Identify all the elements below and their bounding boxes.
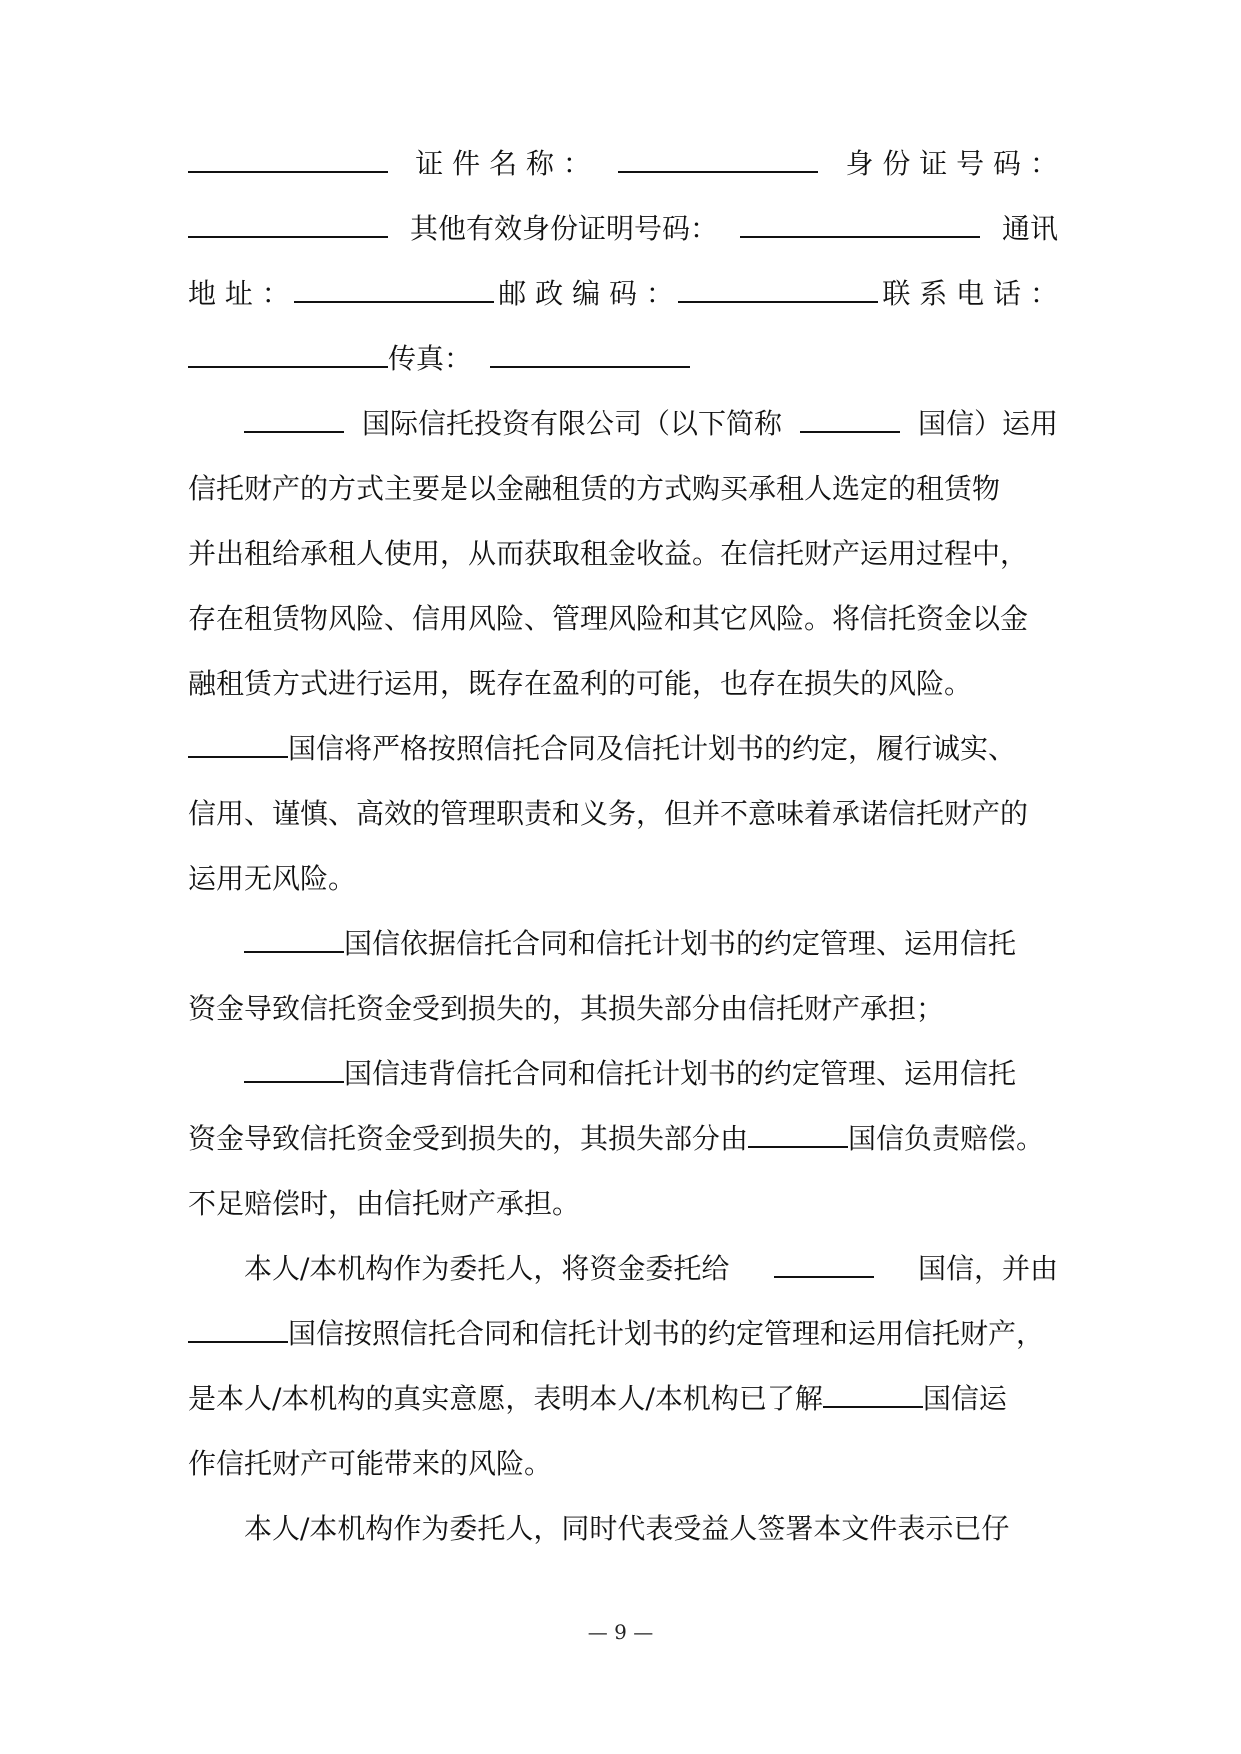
form-line-4 <box>188 326 1058 391</box>
paragraph-text: 资金导致信托资金受到损失的，其损失部分由 <box>188 1122 749 1155</box>
address-label-part2: 地 址 ： <box>188 277 290 310</box>
blank-field <box>188 728 288 758</box>
paragraph-line <box>188 1496 1058 1561</box>
paragraph-line <box>188 716 1058 781</box>
blank-field <box>774 1248 874 1278</box>
blank-field <box>244 923 344 953</box>
blank-field <box>244 1053 344 1083</box>
blank-field <box>618 143 818 173</box>
paragraph-line <box>188 846 1058 911</box>
paragraph-line <box>188 1301 1058 1366</box>
paragraph-text: 国际信托投资有限公司（以下简称 <box>361 407 782 440</box>
form-line-1 <box>188 131 1058 196</box>
paragraph-text: 作信托财产可能带来的风险。 <box>188 1447 553 1480</box>
paragraph-text: 本人/本机构作为委托人，将资金委托给 <box>244 1252 730 1285</box>
form-line-3 <box>188 261 1058 326</box>
blank-field <box>294 273 494 303</box>
paragraph-line <box>188 1106 1058 1171</box>
other-id-label: 其他有效身份证明号码： <box>409 212 718 245</box>
paragraph-line <box>188 391 1058 456</box>
paragraph-text: 运用无风险。 <box>188 862 357 895</box>
paragraph-line <box>188 781 1058 846</box>
paragraph-text: 国信将严格按照信托合同及信托计划书的约定，履行诚实、 <box>288 732 1017 765</box>
paragraph-text: 资金导致信托资金受到损失的，其损失部分由信托财产承担； <box>188 992 945 1025</box>
document-body <box>188 131 1058 1561</box>
paragraph-text: 信托财产的方式主要是以金融租赁的方式购买承租人选定的租赁物 <box>188 472 1001 505</box>
blank-field <box>188 1313 288 1343</box>
paragraph-line <box>188 651 1058 716</box>
blank-field <box>188 338 388 368</box>
blank-field <box>188 208 388 238</box>
paragraph-line <box>188 1236 1058 1301</box>
paragraph-text: 融租赁方式进行运用，既存在盈利的可能，也存在损失的风险。 <box>188 667 973 700</box>
blank-field <box>740 208 980 238</box>
paragraph-line <box>188 586 1058 651</box>
paragraph-text: 不足赔偿时，由信托财产承担。 <box>188 1187 581 1220</box>
phone-label: 联 系 电 话 ： <box>882 277 1058 310</box>
page-number: — 9 — <box>587 1620 654 1644</box>
paragraph-text: 国信，并由 <box>917 1252 1058 1285</box>
id-name-label: 证 件 名 称 ： <box>415 147 591 180</box>
postcode-label: 邮 政 编 码 ： <box>498 277 674 310</box>
paragraph-line <box>188 521 1058 586</box>
paragraph-line <box>188 456 1058 521</box>
paragraph-line <box>188 1171 1058 1236</box>
paragraph-text: 国信违背信托合同和信托计划书的约定管理、运用信托 <box>344 1057 1017 1090</box>
paragraph-line <box>188 1366 1058 1431</box>
paragraph-text: 国信按照信托合同和信托计划书的约定管理和运用信托财产， <box>288 1317 1045 1350</box>
paragraph-text: 本人/本机构作为委托人，同时代表受益人签署本文件表示已仔 <box>244 1512 1010 1545</box>
paragraph-line <box>188 911 1058 976</box>
blank-field <box>244 403 344 433</box>
blank-field <box>678 273 878 303</box>
blank-field <box>823 1378 923 1408</box>
paragraph-text: 信用、谨慎、高效的管理职责和义务，但并不意味着承诺信托财产的 <box>188 797 1029 830</box>
paragraph-text: 存在租赁物风险、信用风险、管理风险和其它风险。将信托资金以金 <box>188 602 1029 635</box>
paragraph-line <box>188 1041 1058 1106</box>
blank-field <box>748 1118 848 1148</box>
paragraph-line <box>188 976 1058 1041</box>
form-line-2 <box>188 196 1058 261</box>
paragraph-text: 国信负责赔偿。 <box>848 1122 1045 1155</box>
blank-field <box>800 403 900 433</box>
paragraph-text: 国信）运用 <box>917 407 1058 440</box>
blank-field <box>188 143 388 173</box>
fax-label: 传真： <box>388 342 473 375</box>
paragraph-text: 国信依据信托合同和信托计划书的约定管理、运用信托 <box>344 927 1017 960</box>
address-label-part1: 通讯 <box>1001 212 1058 245</box>
paragraph-line <box>188 1431 1058 1496</box>
paragraph-text: 是本人/本机构的真实意愿，表明本人/本机构已了解 <box>188 1382 823 1415</box>
paragraph-text: 并出租给承租人使用，从而获取租金收益。在信托财产运用过程中， <box>188 537 1029 570</box>
blank-field <box>490 338 690 368</box>
id-number-label: 身 份 证 号 码 ： <box>845 147 1058 180</box>
paragraph-text: 国信运 <box>922 1382 1007 1415</box>
